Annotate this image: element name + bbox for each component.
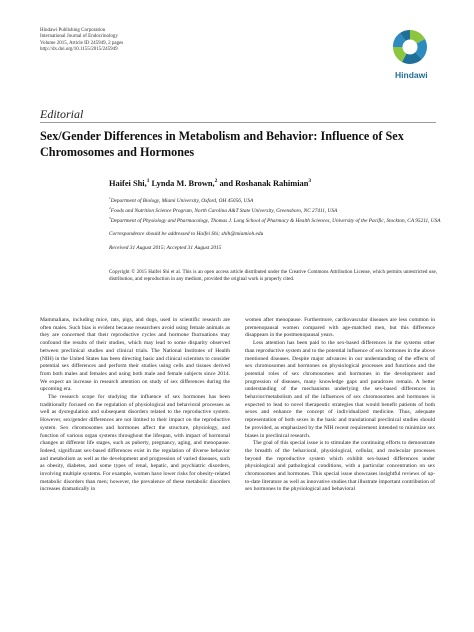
header-divider: [40, 122, 436, 123]
section-label: Editorial: [40, 107, 84, 121]
author-affiliation-number: 2: [214, 178, 218, 184]
body-paragraph: Less attention has been paid to the sex-based differences in the systems other than reproductive system and to the potential influence of sex hormones in the above mentioned diseases. Despite major advances in our understanding of the effects of sex chromosomes and hormones on physiological processes and functions and the potential roles of sex chromosomes and hormones in the development and progression of diseases, many knowledge gaps and paradoxes remain. A better understanding of the mechanisms underlying the sex-based differences in behavior/metabolism and of the influences of sex chromosomes and hormones is expected to lead to novel therapeutic strategies that would benefit patients of both sexes and enhance the concept of individualized medicine. Thus, adequate representation of both sexes in the basic and translational preclinical studies should be provided, as emphasized by the NIH recent requirement intended to minimize sex biases in preclinical research.: [245, 340, 435, 439]
author-affiliation-number: 3: [308, 178, 312, 184]
journal-header: [40, 28, 123, 53]
affiliation-number: 1: [109, 196, 111, 200]
author-name: Lynda M. Brown,: [151, 178, 215, 188]
body-paragraph: The goal of this special issue is to stimulate the continuing efforts to demonstrate the breadth of the behavioral, physiological, cellular, and molecular processes beyond the reproductive system which exhibit sex-based differences under physiological and pathological conditions, with a particular concentration on sex chromosomes and hormones. This special issue showcases insightful reviews of up-to-date literature as well as innovative studies that illustrate important contribution of sex hormones to the physiological and behavioral: [245, 440, 435, 493]
correspondence-note: Correspondence should be addressed to Haifei Shi; shih@miamioh.edu: [109, 231, 264, 238]
article-title: Sex/Gender Differences in Metabolism and Behavior: Influence of Sex Chromosomes and Hormones: [40, 129, 404, 159]
author-name: and Roshanak Rahimian: [219, 178, 309, 188]
publisher-name: Hindawi Publishing Corporation: [40, 28, 106, 33]
body-paragraph: The research scope for studying the influence of sex hormones has been traditionally focused on the regulation of physiological and behavioral processes as well as dysregulation and subsequent disorders related to the reproductive system. However, sex/gender differences are not limited to their impact on the reproductive system. Sex chromosomes and hormones affect the structure, physiology, and function of various organ systems throughout the lifespan, with impact of hormonal changes at different life stages, such as puberty, pregnancy, aging, and menopause. Indeed, significant sex-based differences exist in the regulation of diverse behavior and metabolism as well as the development and progression of varied diseases, such as obesity, diabetes, and some types of renal, hepatic, and psychiatric disorders, involving multiple systems. For example, women have lower risks for obesity-related metabolic disorders than men; however, the prevalence of these metabolic disorders increases dramatically in: [40, 394, 230, 493]
hindawi-logo-text: Hindawi: [395, 70, 428, 80]
author-name: Haifei Shi,: [109, 178, 147, 188]
body-paragraph: Mammalians, including mice, rats, pigs, and dogs, used in scientific research are often males. Such bias is evident because researchers avoid using female animals as they are concerned that their reproductive cycles and hormone fluctuations may confound the results of their studies, which may lead to some disparity observed between preclinical studies and clinical trials. The National Institutes of Health (NIH) in the United States has been directing basic and clinical scientists to consider potential sex differences and perform their studies using cells and tissues derived from both males and females and using both male and female subjects since 2014. We expect an increase in research attention on study of sex differences during the upcoming era.: [40, 317, 230, 393]
body-column-left: [40, 317, 230, 494]
author-list: [109, 178, 311, 188]
affiliation-text: Foods and Nutrition Science Program, North Carolina A&T State University, Greensboro, NC 27411, USA: [110, 207, 338, 214]
author-affiliation-number: 1: [146, 178, 150, 184]
affiliation-text: Department of Physiology and Pharmacology, Thomas J. Long School of Pharmacy & Health Sciences, University of the Pacific, Stockton, CA 95211, USA: [110, 217, 441, 224]
journal-name: International Journal of Endocrinology: [40, 34, 118, 40]
affiliation-number: 2: [109, 205, 111, 210]
affiliation-item: [109, 205, 449, 215]
body-paragraph: women after menopause. Furthermore, cardiovascular diseases are less common in premenopausal women compared with age-matched men, but this difference disappears in the postmenopausal years.: [245, 317, 435, 339]
body-column-right: [245, 317, 435, 494]
volume-info: Volume 2015, Article ID 245949, 2 pages: [40, 40, 124, 46]
doi-link[interactable]: http://dx.doi.org/10.1155/2015/245949: [40, 46, 118, 52]
affiliation-item: [109, 215, 449, 225]
copyright-notice: Copyright © 2015 Haifei Shi et al. This is an open access article distributed under the Creative Commons Attribution License, which permits unrestricted use, distribution, and reproduction in any medium, provided the original work is properly cited.: [109, 269, 437, 283]
received-accepted-dates: Received 31 August 2015; Accepted 31 August 2015: [109, 245, 222, 252]
affiliation-text: Department of Biology, Miami University, Oxford, OH 45056, USA: [110, 197, 254, 204]
affiliations: [109, 195, 449, 252]
affiliation-number: 3: [109, 215, 111, 220]
affiliation-item: [109, 195, 449, 205]
